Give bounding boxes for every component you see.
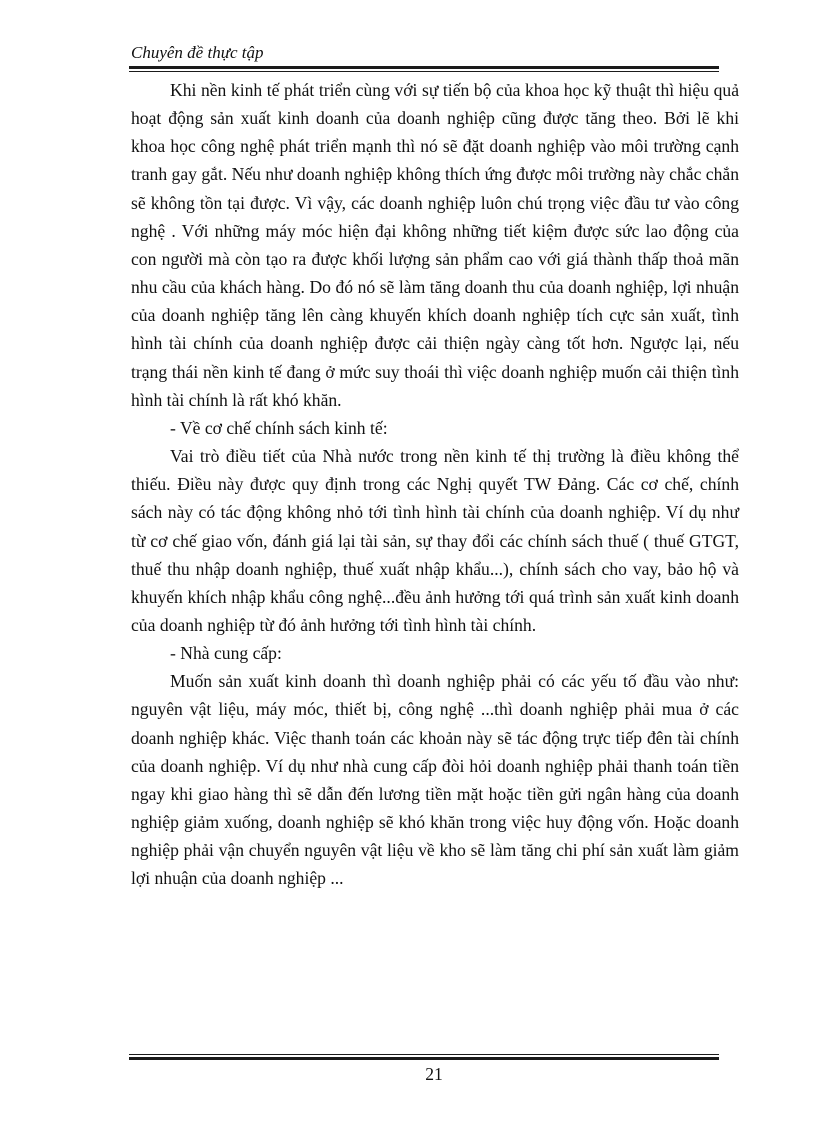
body-text [131, 76, 739, 893]
paragraph-state-regulation: Vai trò điều tiết của Nhà nước trong nền kinh tế thị trường là điều không thể thiếu. Điều này được quy định trong các Nghị quyết TW Đảng. Các cơ chế, chính sách này có tác động không nhỏ tới tình hình tài chính của doanh nghiệp. Ví dụ như từ cơ chế giao vốn, đánh giá lại tài sản, sự thay đổi các chính sách thuế ( thuế GTGT, thuế thu nhập doanh nghiệp, thuế xuất nhập khẩu...), chính sách cho vay, bảo hộ và khuyến khích nhập khẩu công nghệ...đều ảnh hưởng tới quá trình sản xuất kinh doanh của doanh nghiệp từ đó ảnh hưởng tới tình hình tài chính. [131, 446, 739, 635]
header-rule-thick [129, 66, 719, 69]
footer-rule-thick [129, 1057, 719, 1060]
section-heading-economic-policy: - Về cơ chế chính sách kinh tế: [170, 417, 388, 438]
page-number: 21 [425, 1064, 443, 1084]
running-header-title: Chuyên đề thực tập [131, 43, 264, 62]
section-heading-suppliers: - Nhà cung cấp: [170, 643, 282, 664]
paragraph-technology: Khi nền kinh tế phát triển cùng với sự tiến bộ của khoa học kỹ thuật thì hiệu quả hoạt động sản xuất kinh doanh của doanh nghiệp cũng được tăng theo. Bởi lẽ khi khoa học công nghệ phát triển mạnh thì nó sẽ đặt doanh nghiệp vào môi trường cạnh tranh gay gắt. Nếu như doanh nghiệp không thích ứng được môi trường này chắc chắn sẽ không tồn tại được. Vì vậy, các doanh nghiệp luôn chú trọng việc đầu tư vào công nghệ . Với những máy móc hiện đại không những tiết kiệm được sức lao động của con người mà còn tạo ra được khối lượng sản phẩm cao với giá thành thấp thoả mãn nhu cầu của khách hàng. Do đó nó sẽ làm tăng doanh thu của doanh nghiệp, lợi nhuận của doanh nghiệp tăng lên càng khuyến khích doanh nghiệp tích cực sản xuất, tình hình tài chính của doanh nghiệp được cải thiện ngày càng tốt hơn. Ngược lại, nếu trạng thái nền kinh tế đang ở mức suy thoái thì việc doanh nghiệp muốn cải thiện tình hình tài chính là rất khó khăn. [131, 80, 739, 410]
paragraph-suppliers: Muốn sản xuất kinh doanh thì doanh nghiệp phải có các yếu tố đầu vào như: nguyên vật liệu, máy móc, thiết bị, công nghệ ...thì doanh nghiệp phải mua ở các doanh nghiệp khác. Việc thanh toán các khoản này sẽ tác động trực tiếp đên tài chính của doanh nghiệp. Ví dụ như nhà cung cấp đòi hỏi doanh nghiệp phải thanh toán tiền ngay khi giao hàng thì sẽ dẫn đến lương tiền mặt hoặc tiền gửi ngân hàng của doanh nghiệp giảm xuống, doanh nghiệp sẽ khó khăn trong việc huy động vốn. Hoặc doanh nghiệp phải vận chuyển nguyên vật liệu về kho sẽ làm tăng chi phí sản xuất làm giảm lợi nhuận của doanh nghiệp ... [131, 671, 739, 889]
footer-rule-thin [129, 1054, 719, 1055]
header-rule-thin [129, 71, 719, 72]
